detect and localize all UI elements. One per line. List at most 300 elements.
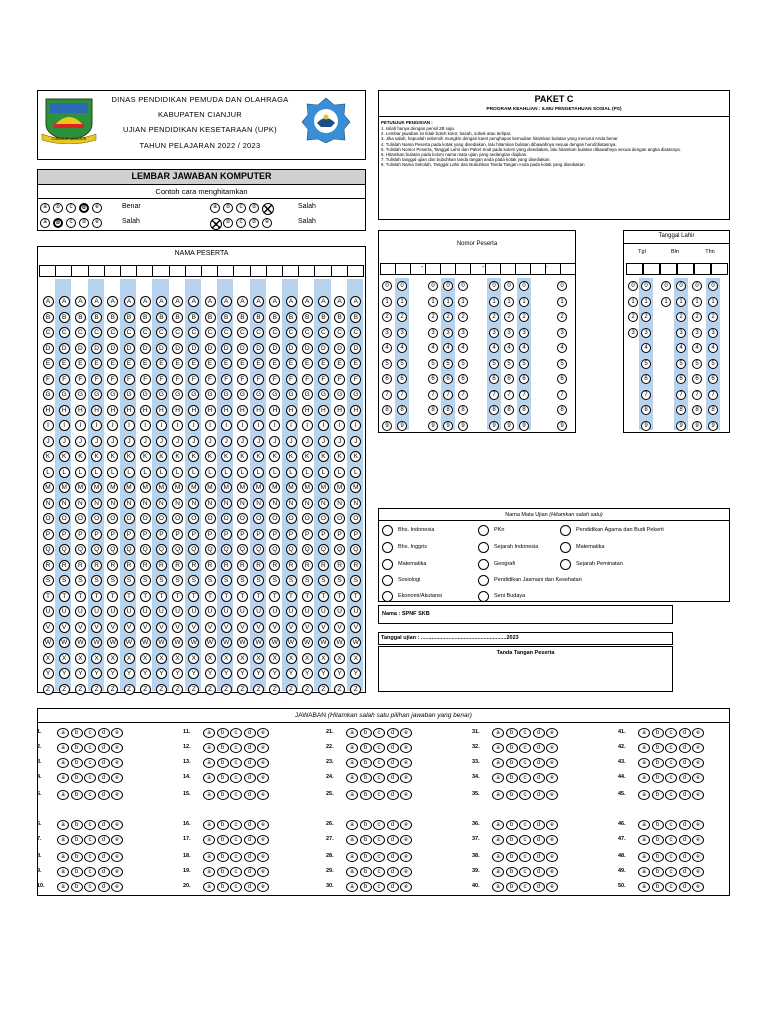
jawaban-bubble-b[interactable]: b <box>652 867 664 877</box>
nama-bubble-Y[interactable]: Y <box>237 668 248 679</box>
jawaban-bubble-a[interactable]: a <box>638 743 650 753</box>
nama-letter-box[interactable] <box>347 265 364 277</box>
jawaban-bubble-b[interactable]: b <box>217 867 229 877</box>
nama-bubble-O[interactable]: O <box>269 513 280 524</box>
nama-bubble-W[interactable]: W <box>91 637 102 648</box>
jawaban-bubble-e[interactable]: e <box>692 835 704 845</box>
nama-bubble-I[interactable]: I <box>140 420 151 431</box>
nama-bubble-Z[interactable]: Z <box>205 684 216 695</box>
nomor-digit-box[interactable] <box>380 263 396 275</box>
tanggal-bubble-0[interactable]: 0 <box>641 281 651 291</box>
nama-bubble-O[interactable]: O <box>107 513 118 524</box>
nama-bubble-P[interactable]: P <box>140 529 151 540</box>
nama-bubble-E[interactable]: E <box>172 358 183 369</box>
nama-bubble-E[interactable]: E <box>91 358 102 369</box>
nama-bubble-Y[interactable]: Y <box>221 668 232 679</box>
jawaban-bubble-e[interactable]: e <box>111 820 123 830</box>
nama-bubble-L[interactable]: L <box>318 467 329 478</box>
nama-bubble-F[interactable]: F <box>237 374 248 385</box>
nama-bubble-M[interactable]: M <box>188 482 199 493</box>
nama-bubble-C[interactable]: C <box>318 327 329 338</box>
jawaban-bubble-d[interactable]: d <box>387 790 399 800</box>
nama-bubble-C[interactable]: C <box>59 327 70 338</box>
nama-bubble-A[interactable]: A <box>75 296 86 307</box>
nama-bubble-K[interactable]: K <box>188 451 199 462</box>
tanggal-bubble-7[interactable]: 7 <box>676 390 686 400</box>
jawaban-bubble-a[interactable]: a <box>57 820 69 830</box>
nama-bubble-M[interactable]: M <box>221 482 232 493</box>
jawaban-bubble-a[interactable]: a <box>346 852 358 862</box>
nomor-bubble-2[interactable]: 2 <box>443 312 453 322</box>
tanggal-bubble-3[interactable]: 3 <box>641 328 651 338</box>
nama-bubble-L[interactable]: L <box>334 467 345 478</box>
nama-bubble-V[interactable]: V <box>302 622 313 633</box>
nama-bubble-R[interactable]: R <box>237 560 248 571</box>
nomor-bubble-8[interactable]: 8 <box>504 405 514 415</box>
nama-bubble-F[interactable]: F <box>302 374 313 385</box>
jawaban-bubble-e[interactable]: e <box>257 882 269 892</box>
nama-bubble-A[interactable]: A <box>221 296 232 307</box>
tanggal-bubble-4[interactable]: 4 <box>708 343 718 353</box>
nama-bubble-P[interactable]: P <box>156 529 167 540</box>
nama-bubble-D[interactable]: D <box>253 343 264 354</box>
nama-bubble-D[interactable]: D <box>350 343 361 354</box>
jawaban-bubble-c[interactable]: c <box>373 820 385 830</box>
nama-bubble-M[interactable]: M <box>140 482 151 493</box>
jawaban-bubble-c[interactable]: c <box>665 820 677 830</box>
nomor-bubble-7[interactable]: 7 <box>443 390 453 400</box>
jawaban-bubble-d[interactable]: d <box>679 773 691 783</box>
nama-bubble-D[interactable]: D <box>156 343 167 354</box>
nomor-bubble-6[interactable]: 6 <box>557 374 567 384</box>
nama-bubble-Y[interactable]: Y <box>124 668 135 679</box>
nama-bubble-X[interactable]: X <box>237 653 248 664</box>
jawaban-bubble-b[interactable]: b <box>71 790 83 800</box>
nama-bubble-F[interactable]: F <box>124 374 135 385</box>
jawaban-bubble-e[interactable]: e <box>546 852 558 862</box>
jawaban-bubble-a[interactable]: a <box>346 790 358 800</box>
nama-bubble-B[interactable]: B <box>124 312 135 323</box>
nama-bubble-E[interactable]: E <box>253 358 264 369</box>
nama-bubble-T[interactable]: T <box>91 591 102 602</box>
nomor-bubble-2[interactable]: 2 <box>519 312 529 322</box>
nama-bubble-L[interactable]: L <box>253 467 264 478</box>
nomor-bubble-2[interactable]: 2 <box>382 312 392 322</box>
nomor-bubble-3[interactable]: 3 <box>382 328 392 338</box>
nama-bubble-Z[interactable]: Z <box>221 684 232 695</box>
nama-bubble-M[interactable]: M <box>334 482 345 493</box>
nama-bubble-O[interactable]: O <box>318 513 329 524</box>
nama-bubble-A[interactable]: A <box>91 296 102 307</box>
nama-bubble-R[interactable]: R <box>350 560 361 571</box>
nama-bubble-Y[interactable]: Y <box>43 668 54 679</box>
nama-bubble-Q[interactable]: Q <box>334 544 345 555</box>
nama-bubble-J[interactable]: J <box>156 436 167 447</box>
mata-ujian-option-bubble[interactable] <box>478 559 489 570</box>
nama-bubble-M[interactable]: M <box>269 482 280 493</box>
nama-bubble-J[interactable]: J <box>237 436 248 447</box>
nama-letter-box[interactable] <box>217 265 234 277</box>
nama-bubble-A[interactable]: A <box>302 296 313 307</box>
nama-bubble-O[interactable]: O <box>302 513 313 524</box>
nomor-bubble-1[interactable]: 1 <box>397 297 407 307</box>
nama-bubble-A[interactable]: A <box>334 296 345 307</box>
nama-bubble-K[interactable]: K <box>302 451 313 462</box>
tanggal-bubble-5[interactable]: 5 <box>641 359 651 369</box>
nama-bubble-L[interactable]: L <box>124 467 135 478</box>
jawaban-bubble-d[interactable]: d <box>679 743 691 753</box>
tanggal-bubble-8[interactable]: 8 <box>676 405 686 415</box>
mata-ujian-option-bubble[interactable] <box>382 575 393 586</box>
nama-bubble-T[interactable]: T <box>237 591 248 602</box>
nama-bubble-Z[interactable]: Z <box>318 684 329 695</box>
jawaban-bubble-b[interactable]: b <box>506 867 518 877</box>
nomor-bubble-9[interactable]: 9 <box>397 421 407 431</box>
tanggal-bubble-2[interactable]: 2 <box>676 312 686 322</box>
nama-bubble-N[interactable]: N <box>205 498 216 509</box>
jawaban-bubble-e[interactable]: e <box>692 820 704 830</box>
nama-bubble-S[interactable]: S <box>124 575 135 586</box>
jawaban-bubble-a[interactable]: a <box>203 835 215 845</box>
nama-bubble-D[interactable]: D <box>205 343 216 354</box>
nama-bubble-D[interactable]: D <box>302 343 313 354</box>
nama-bubble-D[interactable]: D <box>237 343 248 354</box>
nama-bubble-X[interactable]: X <box>124 653 135 664</box>
jawaban-bubble-a[interactable]: a <box>346 867 358 877</box>
nomor-digit-box[interactable] <box>545 263 561 275</box>
nama-bubble-U[interactable]: U <box>59 606 70 617</box>
nama-bubble-X[interactable]: X <box>221 653 232 664</box>
tanggal-bubble-0[interactable]: 0 <box>708 281 718 291</box>
nama-bubble-O[interactable]: O <box>124 513 135 524</box>
jawaban-bubble-a[interactable]: a <box>638 820 650 830</box>
jawaban-bubble-e[interactable]: e <box>692 867 704 877</box>
nama-bubble-H[interactable]: H <box>350 405 361 416</box>
nama-bubble-W[interactable]: W <box>205 637 216 648</box>
jawaban-bubble-e[interactable]: e <box>692 773 704 783</box>
nama-bubble-W[interactable]: W <box>350 637 361 648</box>
nama-bubble-H[interactable]: H <box>221 405 232 416</box>
tanggal-bubble-6[interactable]: 6 <box>641 374 651 384</box>
nama-bubble-R[interactable]: R <box>172 560 183 571</box>
jawaban-bubble-d[interactable]: d <box>679 728 691 738</box>
nama-bubble-B[interactable]: B <box>172 312 183 323</box>
nama-bubble-S[interactable]: S <box>107 575 118 586</box>
nama-bubble-R[interactable]: R <box>221 560 232 571</box>
nomor-bubble-2[interactable]: 2 <box>489 312 499 322</box>
nama-bubble-J[interactable]: J <box>75 436 86 447</box>
nama-bubble-B[interactable]: B <box>221 312 232 323</box>
nama-bubble-U[interactable]: U <box>350 606 361 617</box>
nama-bubble-Q[interactable]: Q <box>75 544 86 555</box>
tanggal-bubble-7[interactable]: 7 <box>641 390 651 400</box>
nama-bubble-U[interactable]: U <box>188 606 199 617</box>
tanggal-bubble-8[interactable]: 8 <box>692 405 702 415</box>
nama-bubble-G[interactable]: G <box>286 389 297 400</box>
jawaban-bubble-e[interactable]: e <box>400 743 412 753</box>
nomor-bubble-6[interactable]: 6 <box>428 374 438 384</box>
nama-bubble-L[interactable]: L <box>75 467 86 478</box>
jawaban-bubble-e[interactable]: e <box>400 867 412 877</box>
nomor-bubble-7[interactable]: 7 <box>458 390 468 400</box>
jawaban-bubble-d[interactable]: d <box>533 835 545 845</box>
nama-bubble-B[interactable]: B <box>156 312 167 323</box>
jawaban-bubble-c[interactable]: c <box>230 852 242 862</box>
tanggal-bubble-1[interactable]: 1 <box>692 297 702 307</box>
nama-letter-box[interactable] <box>71 265 88 277</box>
tanggal-digit-box[interactable] <box>660 263 677 275</box>
jawaban-bubble-e[interactable]: e <box>546 867 558 877</box>
nama-bubble-V[interactable]: V <box>75 622 86 633</box>
jawaban-bubble-d[interactable]: d <box>679 835 691 845</box>
nama-bubble-G[interactable]: G <box>221 389 232 400</box>
jawaban-bubble-e[interactable]: e <box>546 728 558 738</box>
nomor-bubble-6[interactable]: 6 <box>489 374 499 384</box>
nama-bubble-Q[interactable]: Q <box>188 544 199 555</box>
nama-bubble-O[interactable]: O <box>205 513 216 524</box>
jawaban-bubble-b[interactable]: b <box>506 758 518 768</box>
nama-bubble-V[interactable]: V <box>140 622 151 633</box>
nama-bubble-K[interactable]: K <box>269 451 280 462</box>
nomor-bubble-4[interactable]: 4 <box>489 343 499 353</box>
nama-bubble-M[interactable]: M <box>43 482 54 493</box>
nama-bubble-A[interactable]: A <box>59 296 70 307</box>
jawaban-bubble-c[interactable]: c <box>230 835 242 845</box>
nama-bubble-R[interactable]: R <box>318 560 329 571</box>
jawaban-bubble-d[interactable]: d <box>679 790 691 800</box>
nomor-digit-box[interactable] <box>395 263 411 275</box>
nomor-digit-box[interactable] <box>455 263 471 275</box>
nama-bubble-T[interactable]: T <box>302 591 313 602</box>
tanggal-bubble-6[interactable]: 6 <box>692 374 702 384</box>
nama-bubble-B[interactable]: B <box>107 312 118 323</box>
nama-bubble-V[interactable]: V <box>172 622 183 633</box>
nama-bubble-N[interactable]: N <box>156 498 167 509</box>
jawaban-bubble-b[interactable]: b <box>652 790 664 800</box>
nama-bubble-R[interactable]: R <box>286 560 297 571</box>
jawaban-bubble-b[interactable]: b <box>360 773 372 783</box>
nama-bubble-H[interactable]: H <box>124 405 135 416</box>
nama-letter-box[interactable] <box>298 265 315 277</box>
nama-letter-box[interactable] <box>331 265 348 277</box>
nama-bubble-W[interactable]: W <box>286 637 297 648</box>
nama-bubble-N[interactable]: N <box>43 498 54 509</box>
nomor-bubble-8[interactable]: 8 <box>443 405 453 415</box>
nama-bubble-Q[interactable]: Q <box>172 544 183 555</box>
nama-bubble-T[interactable]: T <box>140 591 151 602</box>
jawaban-bubble-c[interactable]: c <box>230 758 242 768</box>
nama-bubble-X[interactable]: X <box>350 653 361 664</box>
nama-bubble-F[interactable]: F <box>156 374 167 385</box>
nomor-bubble-1[interactable]: 1 <box>557 297 567 307</box>
nama-bubble-Q[interactable]: Q <box>124 544 135 555</box>
nama-bubble-Z[interactable]: Z <box>302 684 313 695</box>
nama-bubble-R[interactable]: R <box>107 560 118 571</box>
tanggal-digit-box[interactable] <box>694 263 711 275</box>
nama-bubble-G[interactable]: G <box>91 389 102 400</box>
mata-ujian-option-bubble[interactable] <box>560 559 571 570</box>
nama-bubble-E[interactable]: E <box>140 358 151 369</box>
nama-bubble-B[interactable]: B <box>269 312 280 323</box>
nama-bubble-C[interactable]: C <box>334 327 345 338</box>
jawaban-bubble-e[interactable]: e <box>400 835 412 845</box>
nama-bubble-Y[interactable]: Y <box>172 668 183 679</box>
nomor-bubble-3[interactable]: 3 <box>428 328 438 338</box>
jawaban-bubble-a[interactable]: a <box>346 758 358 768</box>
nama-bubble-H[interactable]: H <box>172 405 183 416</box>
nama-bubble-T[interactable]: T <box>75 591 86 602</box>
nama-bubble-Q[interactable]: Q <box>59 544 70 555</box>
nomor-bubble-4[interactable]: 4 <box>504 343 514 353</box>
jawaban-bubble-b[interactable]: b <box>217 852 229 862</box>
nama-bubble-K[interactable]: K <box>59 451 70 462</box>
jawaban-bubble-e[interactable]: e <box>400 882 412 892</box>
nama-bubble-X[interactable]: X <box>75 653 86 664</box>
nama-bubble-S[interactable]: S <box>59 575 70 586</box>
jawaban-bubble-b[interactable]: b <box>506 743 518 753</box>
nomor-bubble-9[interactable]: 9 <box>458 421 468 431</box>
nama-bubble-B[interactable]: B <box>237 312 248 323</box>
jawaban-bubble-b[interactable]: b <box>652 852 664 862</box>
jawaban-bubble-c[interactable]: c <box>84 835 96 845</box>
nama-bubble-X[interactable]: X <box>302 653 313 664</box>
nomor-bubble-9[interactable]: 9 <box>382 421 392 431</box>
nomor-bubble-0[interactable]: 0 <box>397 281 407 291</box>
tanggal-bubble-6[interactable]: 6 <box>676 374 686 384</box>
nama-bubble-K[interactable]: K <box>334 451 345 462</box>
nomor-bubble-4[interactable]: 4 <box>519 343 529 353</box>
nama-bubble-F[interactable]: F <box>318 374 329 385</box>
jawaban-bubble-b[interactable]: b <box>217 835 229 845</box>
nama-bubble-O[interactable]: O <box>156 513 167 524</box>
nama-bubble-E[interactable]: E <box>43 358 54 369</box>
nama-bubble-I[interactable]: I <box>334 420 345 431</box>
nama-bubble-T[interactable]: T <box>334 591 345 602</box>
nomor-bubble-4[interactable]: 4 <box>557 343 567 353</box>
nama-bubble-N[interactable]: N <box>75 498 86 509</box>
tanggal-bubble-4[interactable]: 4 <box>692 343 702 353</box>
nama-bubble-Q[interactable]: Q <box>91 544 102 555</box>
nomor-bubble-7[interactable]: 7 <box>382 390 392 400</box>
nama-bubble-L[interactable]: L <box>205 467 216 478</box>
nama-bubble-L[interactable]: L <box>350 467 361 478</box>
nama-bubble-J[interactable]: J <box>350 436 361 447</box>
nomor-bubble-2[interactable]: 2 <box>557 312 567 322</box>
nomor-bubble-8[interactable]: 8 <box>458 405 468 415</box>
jawaban-bubble-d[interactable]: d <box>244 758 256 768</box>
nama-bubble-N[interactable]: N <box>188 498 199 509</box>
jawaban-bubble-e[interactable]: e <box>111 773 123 783</box>
jawaban-bubble-a[interactable]: a <box>638 728 650 738</box>
jawaban-bubble-d[interactable]: d <box>98 867 110 877</box>
nama-bubble-H[interactable]: H <box>286 405 297 416</box>
nama-bubble-R[interactable]: R <box>188 560 199 571</box>
nama-bubble-J[interactable]: J <box>140 436 151 447</box>
nomor-bubble-2[interactable]: 2 <box>458 312 468 322</box>
nama-bubble-C[interactable]: C <box>107 327 118 338</box>
jawaban-bubble-c[interactable]: c <box>665 867 677 877</box>
jawaban-bubble-b[interactable]: b <box>217 773 229 783</box>
jawaban-bubble-b[interactable]: b <box>71 835 83 845</box>
nama-bubble-G[interactable]: G <box>59 389 70 400</box>
jawaban-bubble-b[interactable]: b <box>360 852 372 862</box>
jawaban-bubble-c[interactable]: c <box>665 882 677 892</box>
nama-bubble-G[interactable]: G <box>140 389 151 400</box>
jawaban-bubble-d[interactable]: d <box>387 852 399 862</box>
nama-bubble-S[interactable]: S <box>43 575 54 586</box>
nama-bubble-J[interactable]: J <box>188 436 199 447</box>
nomor-digit-box[interactable] <box>530 263 546 275</box>
tanggal-bubble-9[interactable]: 9 <box>708 421 718 431</box>
nama-bubble-T[interactable]: T <box>156 591 167 602</box>
nama-bubble-N[interactable]: N <box>91 498 102 509</box>
mata-ujian-option-bubble[interactable] <box>382 559 393 570</box>
nomor-bubble-9[interactable]: 9 <box>504 421 514 431</box>
jawaban-bubble-d[interactable]: d <box>533 882 545 892</box>
nama-bubble-X[interactable]: X <box>188 653 199 664</box>
nama-bubble-C[interactable]: C <box>75 327 86 338</box>
nama-bubble-Q[interactable]: Q <box>350 544 361 555</box>
jawaban-bubble-a[interactable]: a <box>492 867 504 877</box>
nama-bubble-L[interactable]: L <box>302 467 313 478</box>
nama-bubble-T[interactable]: T <box>59 591 70 602</box>
nama-bubble-O[interactable]: O <box>253 513 264 524</box>
nama-bubble-G[interactable]: G <box>188 389 199 400</box>
nama-bubble-X[interactable]: X <box>172 653 183 664</box>
nama-letter-box[interactable] <box>233 265 250 277</box>
nama-bubble-H[interactable]: H <box>43 405 54 416</box>
nama-bubble-W[interactable]: W <box>221 637 232 648</box>
nama-bubble-P[interactable]: P <box>205 529 216 540</box>
jawaban-bubble-b[interactable]: b <box>71 773 83 783</box>
nama-bubble-X[interactable]: X <box>205 653 216 664</box>
nama-bubble-X[interactable]: X <box>91 653 102 664</box>
nama-bubble-P[interactable]: P <box>59 529 70 540</box>
nomor-bubble-6[interactable]: 6 <box>382 374 392 384</box>
nama-bubble-Z[interactable]: Z <box>286 684 297 695</box>
nama-bubble-R[interactable]: R <box>59 560 70 571</box>
jawaban-bubble-b[interactable]: b <box>71 728 83 738</box>
nama-bubble-M[interactable]: M <box>237 482 248 493</box>
nama-bubble-G[interactable]: G <box>253 389 264 400</box>
nama-bubble-P[interactable]: P <box>237 529 248 540</box>
nomor-bubble-7[interactable]: 7 <box>519 390 529 400</box>
jawaban-bubble-b[interactable]: b <box>217 820 229 830</box>
nomor-bubble-3[interactable]: 3 <box>557 328 567 338</box>
nama-bubble-G[interactable]: G <box>107 389 118 400</box>
nama-bubble-Z[interactable]: Z <box>124 684 135 695</box>
tanggal-bubble-1[interactable]: 1 <box>676 297 686 307</box>
nama-bubble-G[interactable]: G <box>237 389 248 400</box>
nama-bubble-Z[interactable]: Z <box>237 684 248 695</box>
nomor-bubble-1[interactable]: 1 <box>428 297 438 307</box>
jawaban-bubble-e[interactable]: e <box>546 773 558 783</box>
nama-bubble-O[interactable]: O <box>350 513 361 524</box>
jawaban-bubble-b[interactable]: b <box>652 773 664 783</box>
nama-bubble-D[interactable]: D <box>91 343 102 354</box>
nama-bubble-P[interactable]: P <box>43 529 54 540</box>
nomor-bubble-3[interactable]: 3 <box>443 328 453 338</box>
jawaban-bubble-a[interactable]: a <box>203 758 215 768</box>
nama-bubble-U[interactable]: U <box>286 606 297 617</box>
nama-bubble-L[interactable]: L <box>237 467 248 478</box>
jawaban-bubble-a[interactable]: a <box>203 773 215 783</box>
tanggal-bubble-3[interactable]: 3 <box>708 328 718 338</box>
nama-bubble-A[interactable]: A <box>156 296 167 307</box>
nama-bubble-V[interactable]: V <box>107 622 118 633</box>
nama-bubble-Y[interactable]: Y <box>140 668 151 679</box>
nama-bubble-L[interactable]: L <box>140 467 151 478</box>
